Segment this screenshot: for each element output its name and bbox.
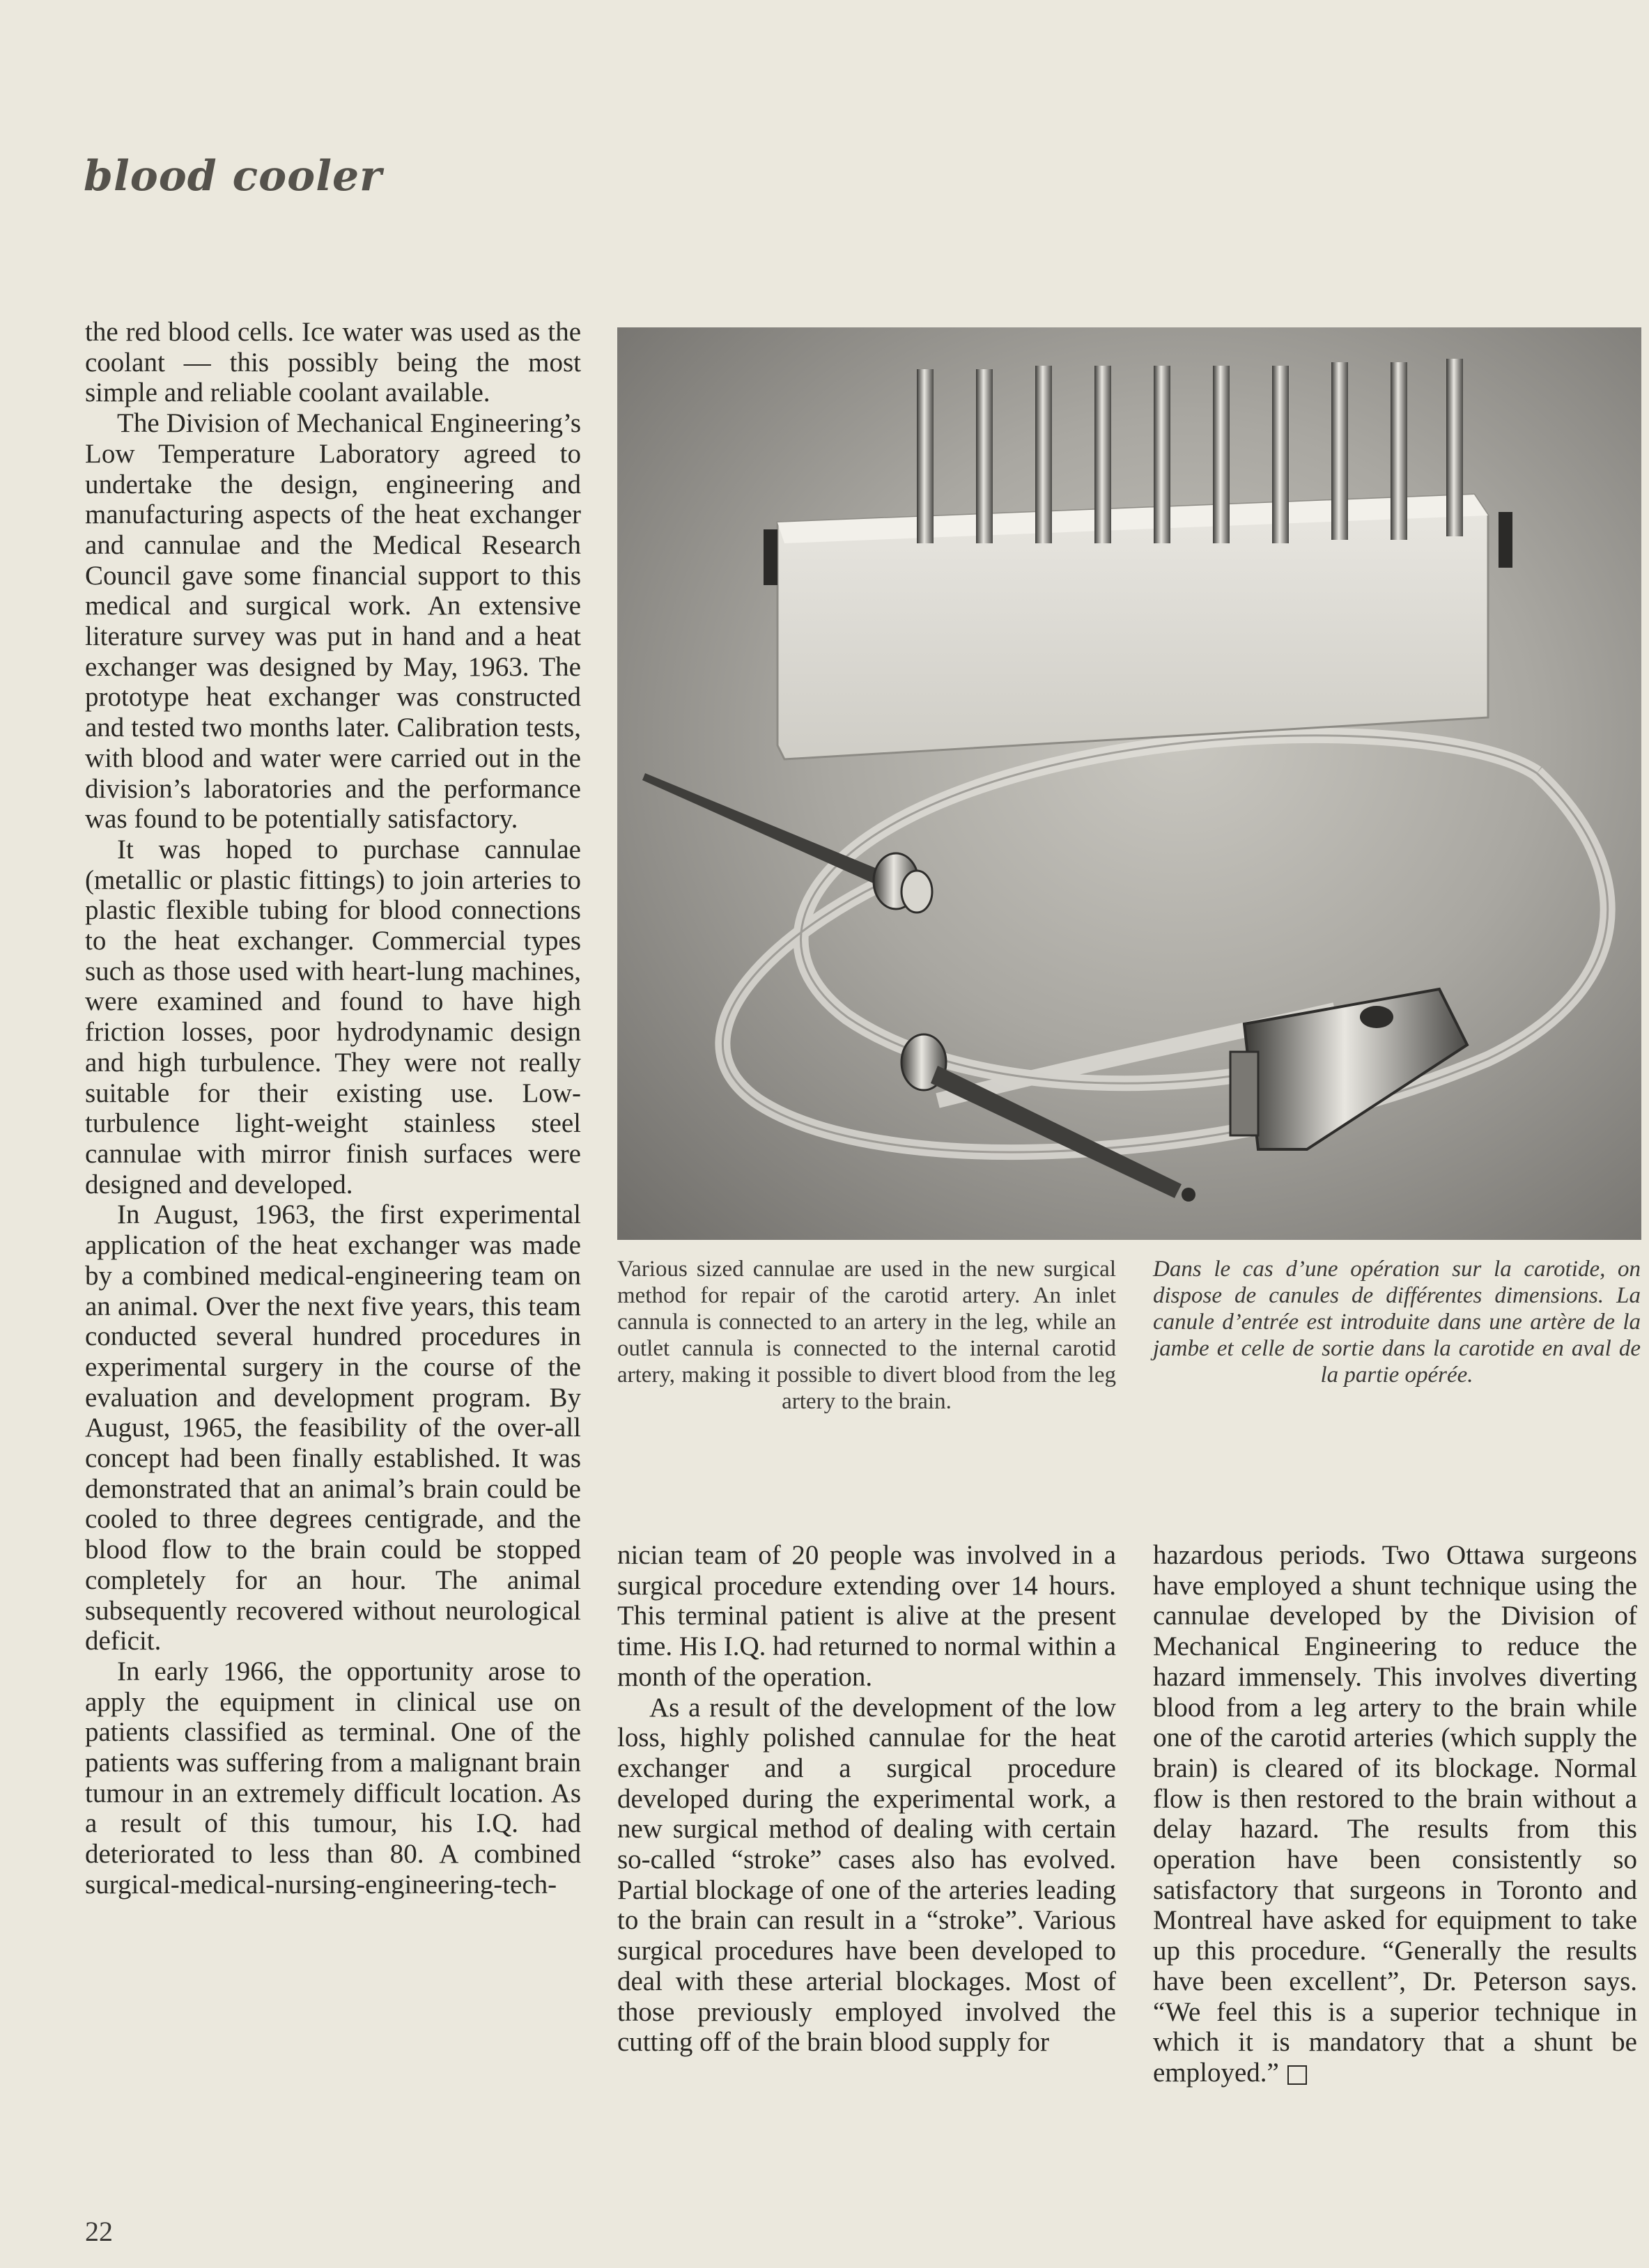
figure-caption-english: Various sized cannulae are used in the new surgical method for repair of the carotid artery. An inlet cannula is connected to an artery in the leg, while an outlet cannula is connected to the internal carotid artery, making it possible to divert blood from the leg artery to the brain. xyxy=(617,1257,1116,1414)
article-paragraph: In early 1966, the opportunity arose to apply the equipment in clinical use on patients classified as terminal. One of the patients was suffering from a malignant brain tumour in an extremely difficult location. As a result of this tumour, his I.Q. had deteriorated to less than 80. A combined surgical-medical-nursing-engineering-tech- xyxy=(85,1656,581,1900)
article-column-2 xyxy=(617,1540,1116,2058)
article-column-3 xyxy=(1153,1540,1637,2088)
article-paragraph: It was hoped to purchase cannulae (metallic or plastic fittings) to join arteries to plastic flexible tubing for blood connections to the heat exchanger. Commercial types such as those used with heart-lung machines, were examined and found to have high friction losses, poor hydrodynamic design and high turbulence. They were not really suitable for their existing use. Low-turbulence light-weight stainless steel cannulae with mirror finish surfaces were designed and developed. xyxy=(85,834,581,1199)
article-paragraph-final xyxy=(1153,1540,1637,2088)
figure-caption-french: Dans le cas d’une opération sur la carotide, on dispose de canules de différentes dimensions. La canule d’entrée est introduite dans une artère de la jambe et celle de sortie dans la carotide en aval de la partie opérée. xyxy=(1153,1257,1641,1388)
cannulae-illustration xyxy=(617,327,1641,1240)
article-paragraph-text: hazardous periods. Two Ottawa surgeons have employed a shunt technique using the cannulae developed by the Division of Mechanical Engineering to reduce the hazard immensely. This involves diverting blood from a leg artery to the brain while one of the carotid arteries (which supply the brain) is cleared of its blockage. Normal flow is then restored to the brain without a delay hazard. The results from this operation have been consistently so satisfactory that surgeons in Toronto and Montreal have asked for equipment to take up this procedure. “Generally the results have been excellent”, Dr. Peterson says. “We feel this is a superior technique in which it is mandatory that a shunt be employed.” xyxy=(1153,1540,1637,2088)
inlet-cannula xyxy=(642,773,932,912)
outlet-cannula xyxy=(901,1034,1195,1202)
article-paragraph: As a result of the development of the low loss, highly polished cannulae for the heat exchanger and a surgical procedure developed during the experimental work, a new surgical method of dealing with certain so-called “stroke” cases also has evolved. Partial blockage of one of the arteries leading to the brain can result in a “stroke”. Various surgical procedures have been developed to deal with these arterial blockages. Most of those previously employed involved the cutting off of the brain blood supply for xyxy=(617,1692,1116,2058)
end-of-article-mark xyxy=(1287,2065,1307,2085)
article-paragraph: In August, 1963, the first experimental application of the heat exchanger was made by a combined medical-engineering team on an animal. Over the next five years, this team conducted several hundred procedures in experimental surgery in the course of the evaluation and development program. By August, 1965, the feasibility of the over-all concept had been finally established. It was demonstrated that an animal’s brain could be cooled to three degrees centigrade, and the blood flow to the brain could be stopped completely for an hour. The animal subsequently recovered without neurological deficit. xyxy=(85,1199,581,1656)
article-paragraph: the red blood cells. Ice water was used as the coolant — this possibly being the most simple and reliable coolant available. xyxy=(85,317,581,408)
article-paragraph: The Division of Mechanical Engineering’s Low Temperature Laboratory agreed to undertake the design, engineering and manufacturing aspects of the heat exchanger and cannulae and the Medical Research Council gave some financial support to this medical and surgical work. An extensive literature survey was put in hand and a heat exchanger was designed by May, 1963. The prototype heat exchanger was constructed and tested two months later. Calibration tests, with blood and water were carried out in the division’s laboratories and the performance was found to be potentially satisfactory. xyxy=(85,408,581,834)
article-paragraph: nician team of 20 people was involved in a surgical procedure extending over 14 hours. This terminal patient is alive at the present time. His I.Q. had returned to normal within a month of the operation. xyxy=(617,1540,1116,1692)
cannula-clamp xyxy=(1230,989,1467,1149)
article-column-1 xyxy=(85,317,581,1900)
section-title: blood cooler xyxy=(84,152,382,201)
page-number: 22 xyxy=(85,2216,113,2247)
cannulae-photograph xyxy=(617,327,1641,1240)
tubing xyxy=(722,736,1607,1152)
